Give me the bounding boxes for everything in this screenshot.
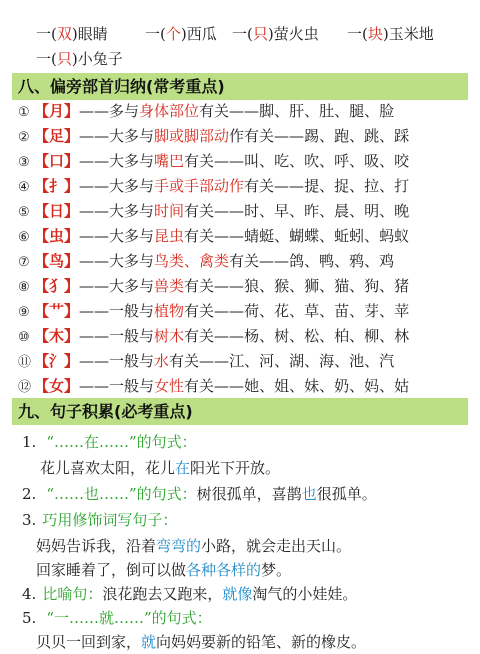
sentence-item: 5. “一……就……”的句式： — [22, 609, 212, 627]
radical-topic: 昆虫 — [154, 227, 185, 245]
radical-examples: 狼、猴、狮、猫、狗、猪 — [244, 277, 410, 295]
radical-key: 【犭】 — [34, 277, 80, 295]
num: ⑨ — [18, 305, 30, 320]
num: ② — [18, 130, 30, 145]
radical-topic: 身体部位 — [139, 102, 200, 120]
num: ① — [18, 105, 30, 120]
radical-key: 【口】 — [34, 152, 80, 170]
num: ③ — [18, 155, 30, 170]
radical-text: 有关—— — [184, 277, 245, 295]
radical-text: ——一般与 — [79, 302, 155, 320]
section-title: 九、句子积累(必考重点) — [18, 402, 193, 421]
radical-text: 有关—— — [229, 252, 290, 270]
section-title: 八、偏旁部首归纳(常考重点) — [18, 77, 225, 96]
radical-topic: 时间 — [154, 202, 185, 220]
radical-key: 【虫】 — [34, 227, 80, 245]
num: ⑩ — [18, 330, 30, 345]
radical-text: 有关—— — [184, 227, 245, 245]
radical-text: ——多与 — [79, 102, 140, 120]
radical-row — [18, 99, 468, 124]
radical-row — [18, 149, 468, 174]
radical-examples: 蜻蜓、蝴蝶、蚯蚓、蚂蚁 — [244, 227, 410, 245]
radical-text: ——大多与 — [79, 252, 155, 270]
radical-text: ——大多与 — [79, 177, 155, 195]
radical-examples: 提、捉、拉、打 — [304, 177, 410, 195]
section-8-header — [12, 73, 468, 100]
num: ④ — [18, 180, 30, 195]
radical-row — [18, 349, 468, 374]
radical-topic: 鸟类、禽类 — [154, 252, 230, 270]
radical-text: 作有关—— — [229, 127, 305, 145]
radical-examples: 她、姐、妹、奶、妈、姑 — [244, 377, 410, 395]
sentence-example: 回家睡着了，倒可以做各种各样的梦。 — [36, 561, 292, 579]
num: ⑦ — [18, 255, 30, 270]
sentence-item: 2. “……也……”的句式：树很孤单，喜鹊也很孤单。 — [22, 485, 377, 503]
radical-text: 有关—— — [184, 152, 245, 170]
num: ⑪ — [18, 355, 32, 370]
radical-text: 有关—— — [169, 352, 230, 370]
radical-examples: 脚、肝、肚、腿、脸 — [259, 102, 395, 120]
radical-key: 【木】 — [34, 327, 80, 345]
radical-row — [18, 174, 468, 199]
num: ⑥ — [18, 230, 30, 245]
radical-text: 有关—— — [184, 377, 245, 395]
sentence-example: 妈妈告诉我，沿着弯弯的小路，就会走出天山。 — [36, 537, 352, 555]
radical-examples: 杨、树、松、柏、柳、林 — [244, 327, 410, 345]
radical-row — [18, 274, 468, 299]
radical-text: ——大多与 — [79, 277, 155, 295]
radical-text: 有关—— — [184, 202, 245, 220]
quantifier-item: 一(个)西瓜 — [145, 25, 217, 43]
radical-topic: 水 — [154, 352, 170, 370]
section-9-header — [12, 398, 468, 425]
radical-topic: 嘴巴 — [154, 152, 185, 170]
radical-topic: 植物 — [154, 302, 185, 320]
radical-topic: 女性 — [154, 377, 185, 395]
radical-row — [18, 299, 468, 324]
radical-key: 【扌】 — [34, 177, 80, 195]
radical-text: ——一般与 — [79, 352, 155, 370]
radical-topic: 脚或脚部动 — [154, 127, 230, 145]
radical-key: 【艹】 — [34, 302, 80, 320]
radical-topic: 手或手部动作 — [154, 177, 245, 195]
radical-examples: 江、河、湖、海、池、汽 — [229, 352, 395, 370]
num: ⑫ — [18, 380, 32, 395]
sentence-example: 贝贝一回到家，就向妈妈要新的铅笔、新的橡皮。 — [36, 633, 367, 651]
radical-topic: 树木 — [154, 327, 185, 345]
sentence-item: 4. 比喻句：浪花跑去又跑来，就像淘气的小娃娃。 — [22, 585, 358, 603]
radical-row — [18, 324, 468, 349]
quantifier-item: 一(块)玉米地 — [347, 25, 434, 43]
radical-text: ——一般与 — [79, 327, 155, 345]
radical-row — [18, 224, 468, 249]
sentence-item: 1. “……在……”的句式： — [22, 433, 197, 451]
radical-examples: 时、早、昨、晨、明、晚 — [244, 202, 410, 220]
radical-text: 有关—— — [199, 102, 260, 120]
num: ⑤ — [18, 205, 30, 220]
radical-row — [18, 199, 468, 224]
radical-text: 有关—— — [184, 302, 245, 320]
radical-text: ——大多与 — [79, 127, 155, 145]
radical-text: 有关—— — [184, 327, 245, 345]
radical-examples: 踢、跑、跳、踩 — [304, 127, 410, 145]
radical-text: 有关—— — [244, 177, 305, 195]
radical-key: 【鸟】 — [34, 252, 80, 270]
sentence-item: 3. 巧用修饰词写句子： — [22, 511, 178, 529]
radical-key: 【氵】 — [34, 352, 80, 370]
radical-row — [18, 374, 468, 399]
num: ⑧ — [18, 280, 30, 295]
radical-key: 【月】 — [34, 102, 80, 120]
sentence-example: 花儿喜欢太阳，花儿在阳光下开放。 — [40, 459, 281, 477]
radical-key: 【足】 — [34, 127, 80, 145]
radical-row — [18, 124, 468, 149]
radical-text: ——大多与 — [79, 227, 155, 245]
radical-key: 【女】 — [34, 377, 80, 395]
radical-examples: 鸽、鸭、鸦、鸡 — [289, 252, 395, 270]
radical-text: ——大多与 — [79, 152, 155, 170]
radical-text: ——大多与 — [79, 202, 155, 220]
radical-text: ——一般与 — [79, 377, 155, 395]
radical-row — [18, 249, 468, 274]
radical-topic: 兽类 — [154, 277, 185, 295]
radical-examples: 荷、花、草、苗、芽、苹 — [244, 302, 410, 320]
quantifier-item: 一(双)眼睛 — [36, 25, 108, 43]
quantifier-item: 一(只)萤火虫 — [232, 25, 319, 43]
radical-examples: 叫、吃、吹、呼、吸、咬 — [244, 152, 410, 170]
radical-key: 【日】 — [34, 202, 80, 220]
quantifier-item: 一(只)小兔子 — [36, 50, 123, 68]
